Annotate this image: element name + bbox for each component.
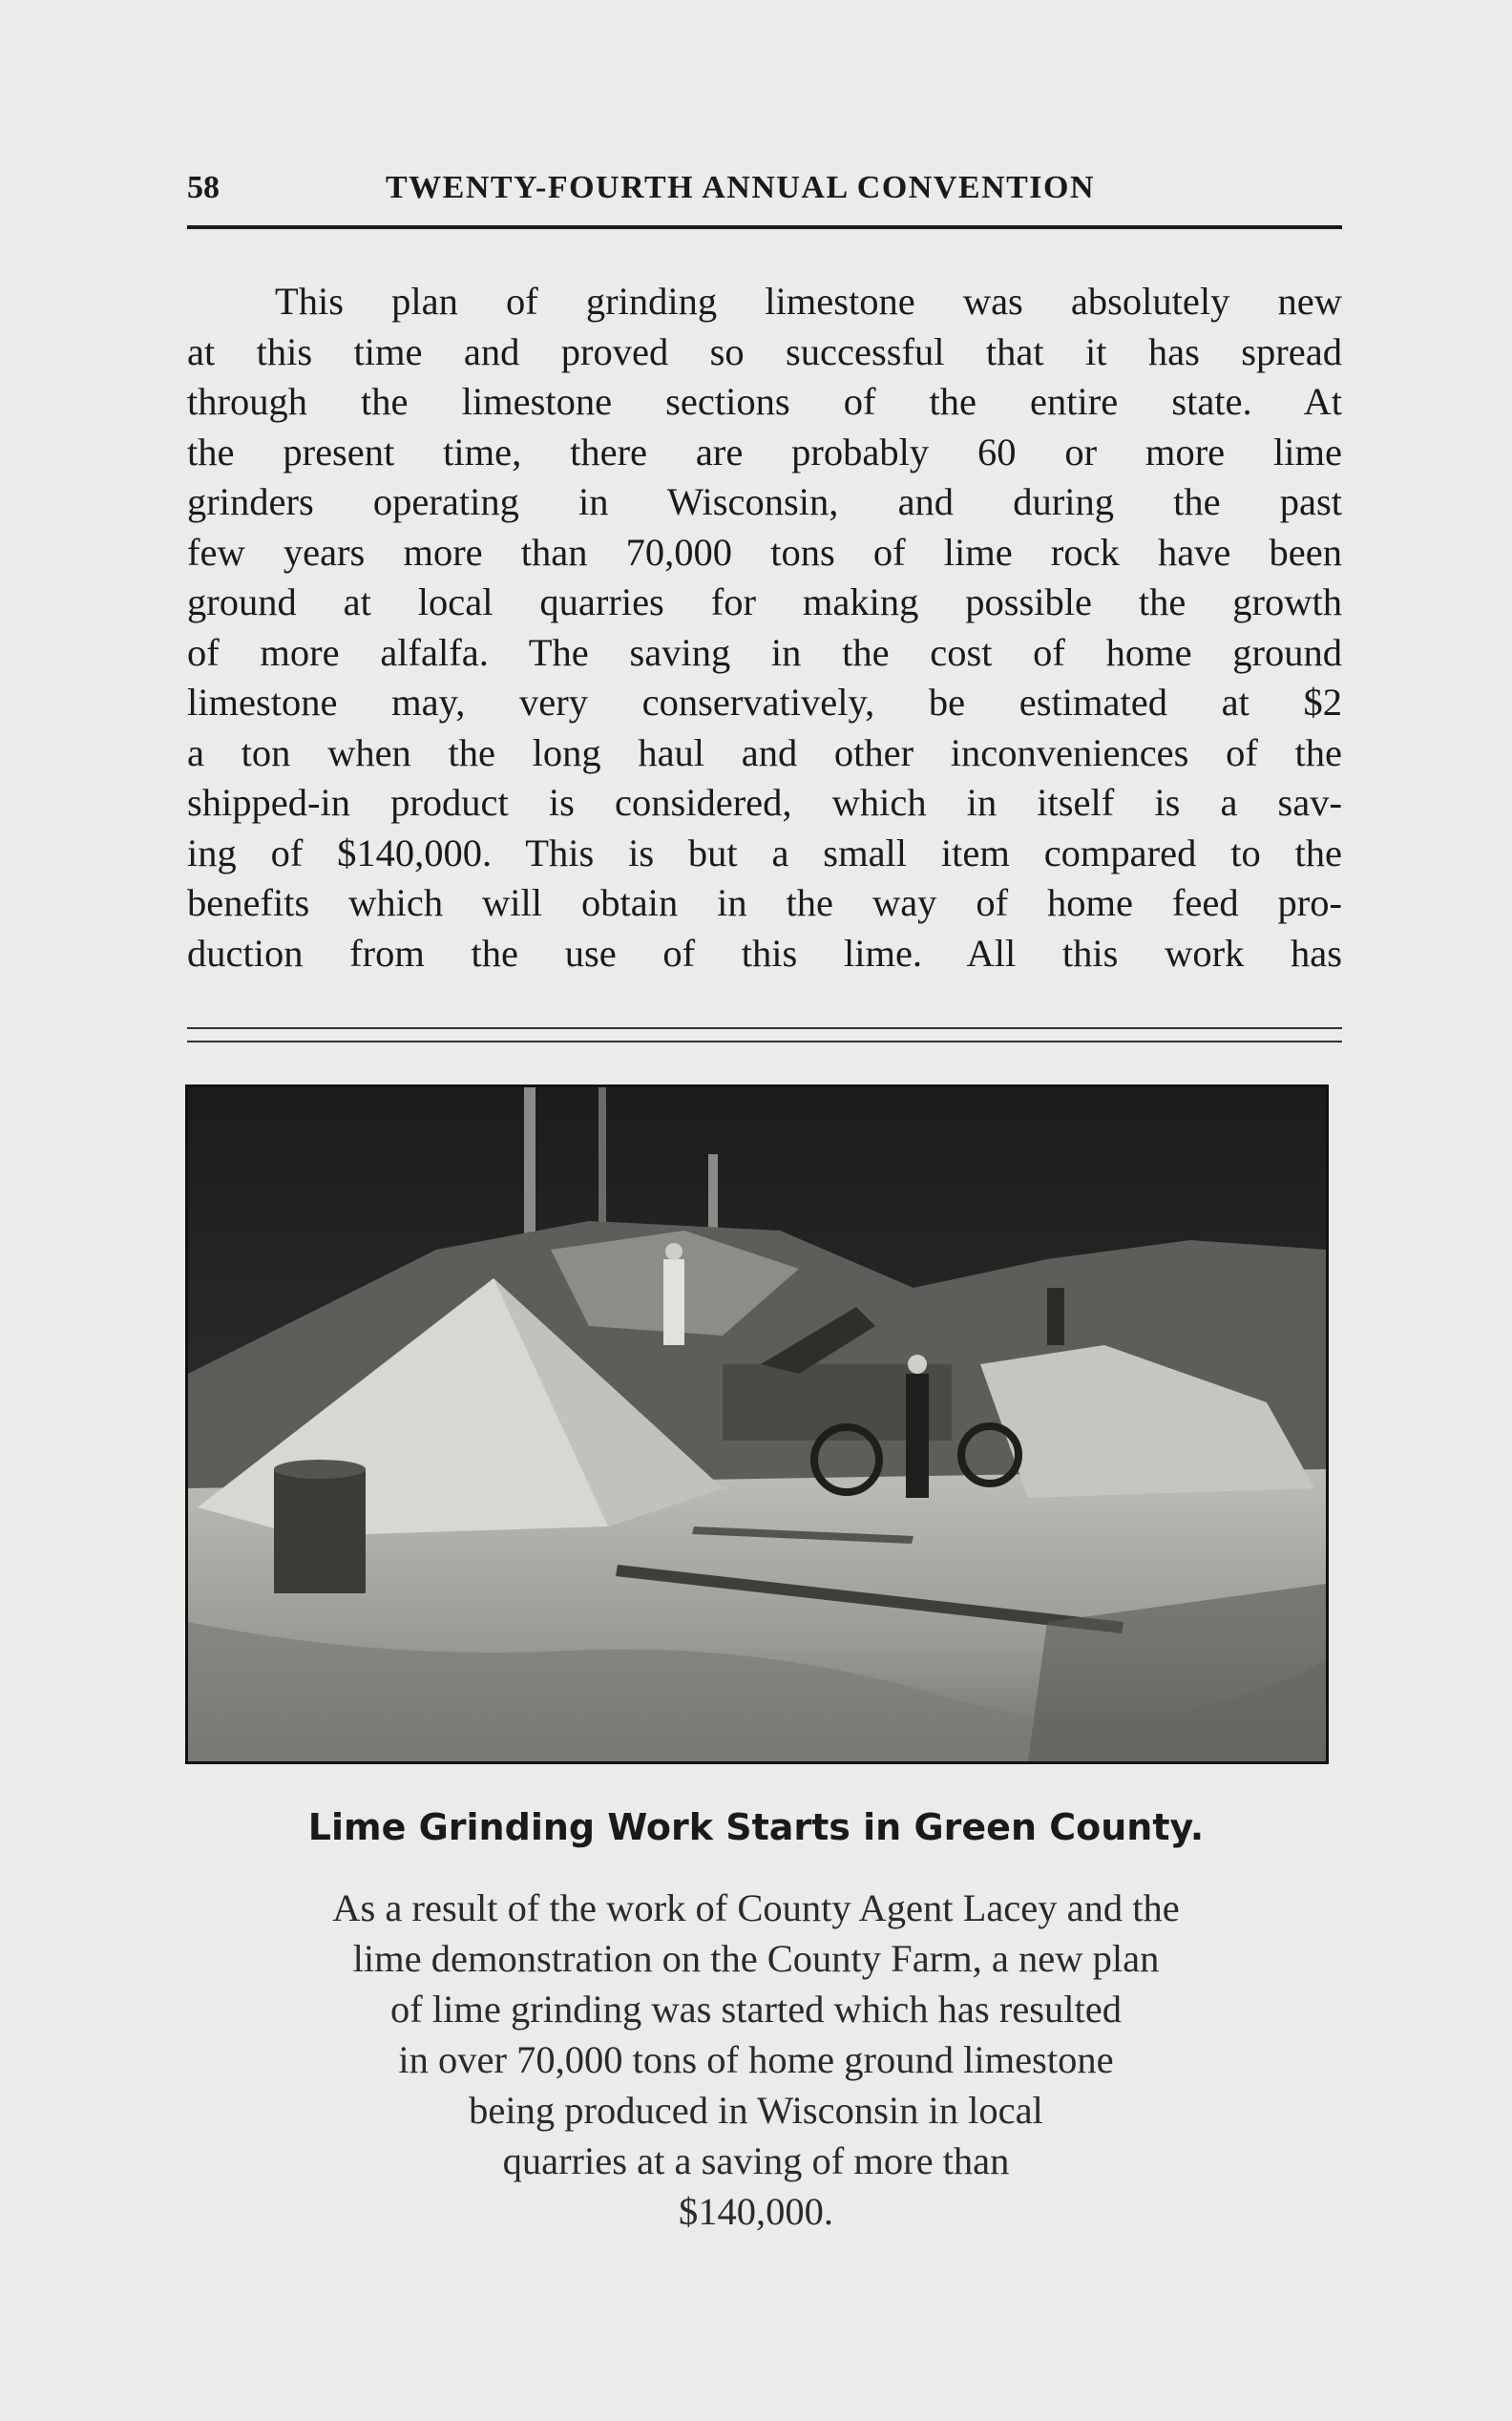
caption-line: being produced in Wisconsin in local (469, 2089, 1043, 2132)
body-line: ing of $140,000. This is but a small item compared to the (187, 831, 1342, 874)
caption-line: of lime grinding was started which has resulted (390, 1988, 1122, 2031)
caption-line: lime demonstration on the County Farm, a new plan (352, 1937, 1160, 1980)
body-line: a ton when the long haul and other inconveniences of the (187, 730, 1342, 774)
caption-line: $140,000. (679, 2190, 833, 2233)
body-line: ground at local quarries for making possible the growth (187, 580, 1342, 623)
header-rule (187, 225, 1342, 229)
quarry-photograph (185, 1084, 1329, 1764)
body-line: of more alfalfa. The saving in the cost of home ground (187, 630, 1342, 674)
caption-line: quarries at a saving of more than (502, 2139, 1010, 2182)
body-line: This plan of grinding limestone was absolutely new (275, 280, 1342, 323)
body-line: at this time and proved so successful that it has spread (187, 329, 1342, 373)
section-rule-bottom (187, 1041, 1342, 1042)
page-header (187, 162, 1342, 214)
body-paragraph (187, 277, 1342, 979)
body-line: few years more than 70,000 tons of lime rock have been (187, 530, 1342, 574)
caption-line: As a result of the work of County Agent Lacey and the (332, 1886, 1180, 1929)
body-line: the present time, there are probably 60 or more lime (187, 430, 1342, 474)
body-line: benefits which will obtain in the way of home feed pro- (187, 881, 1342, 924)
figure-caption-title: Lime Grinding Work Starts in Green County. (307, 1806, 1205, 1848)
page-number: 58 (187, 170, 220, 205)
body-line: limestone may, very conservatively, be estimated at $2 (187, 681, 1342, 724)
body-line: through the limestone sections of the entire state. At (187, 380, 1342, 423)
body-line: shipped-in product is considered, which in itself is a sav- (187, 781, 1342, 824)
running-head: TWENTY-FOURTH ANNUAL CONVENTION (386, 170, 1096, 205)
body-line: duction from the use of this lime. All this work has (187, 931, 1342, 975)
caption-line: in over 70,000 tons of home ground limestone (398, 2038, 1114, 2081)
figure-caption-body (0, 1883, 1512, 2237)
section-rule-top (187, 1027, 1342, 1029)
body-line: grinders operating in Wisconsin, and during the past (187, 480, 1342, 523)
